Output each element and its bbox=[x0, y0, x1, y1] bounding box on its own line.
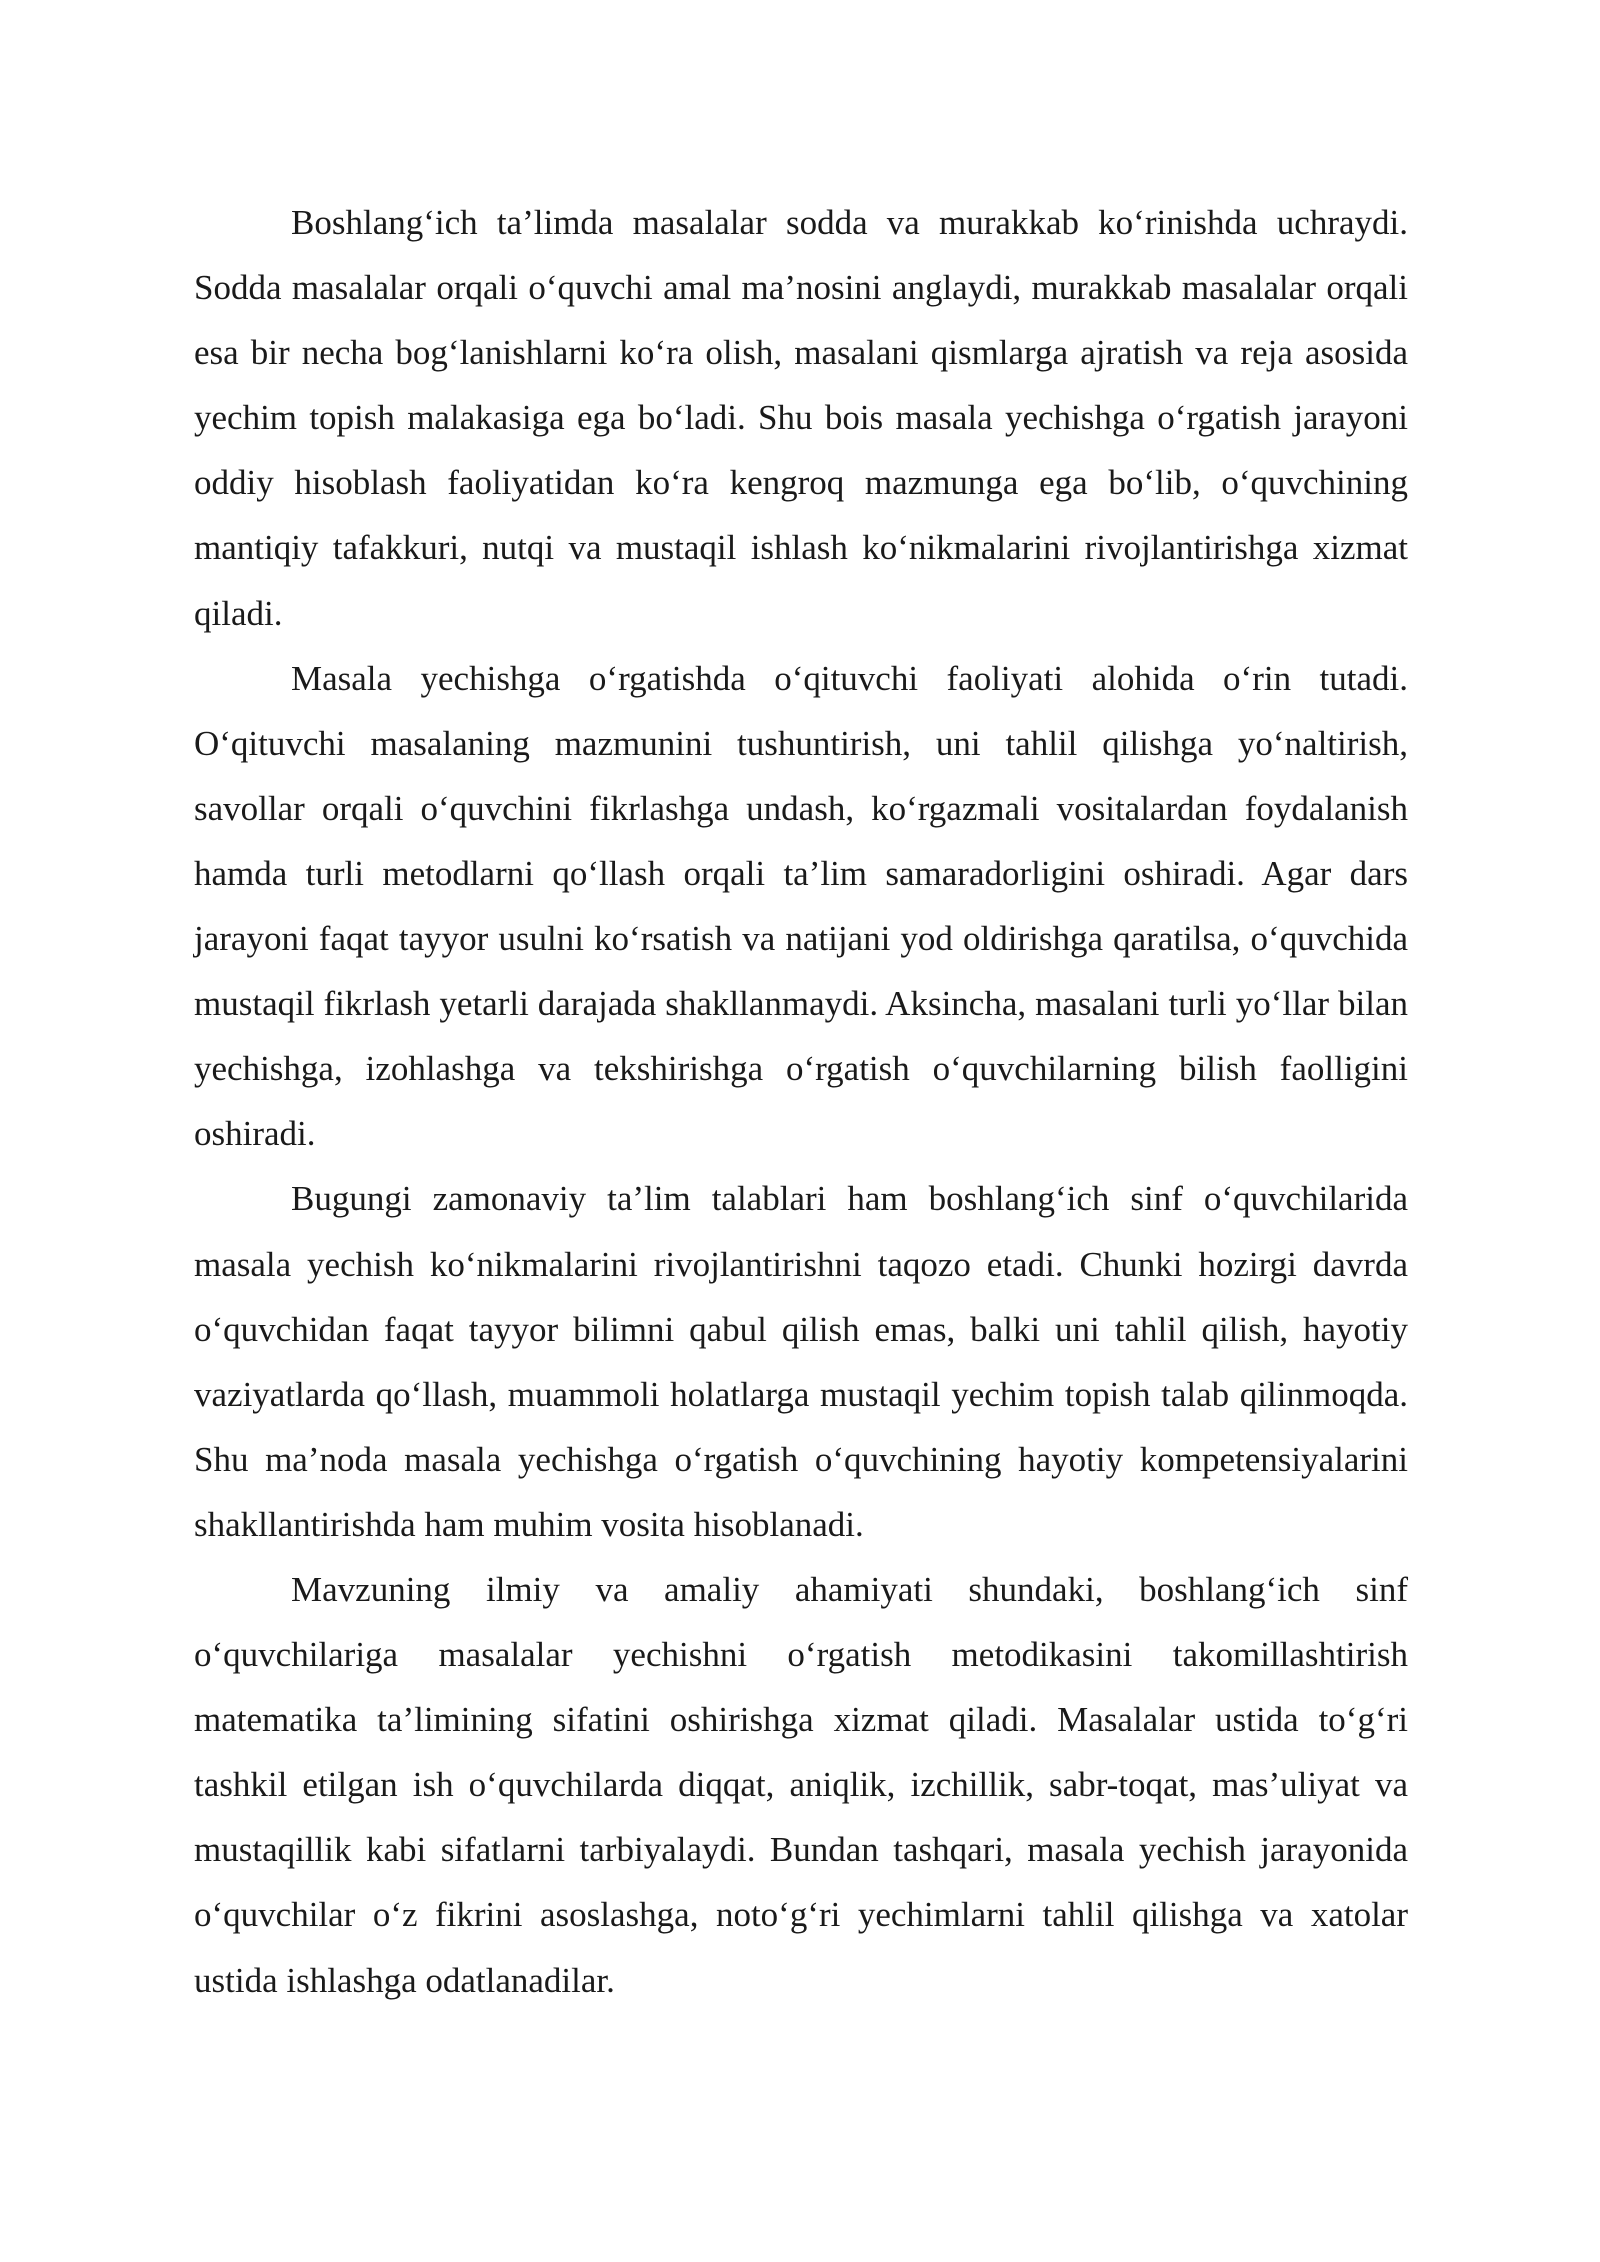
paragraph-3: Bugungi zamonaviy ta’lim talablari ham boshlang‘ich sinf o‘quvchilarida masala yechish ko‘nikmalarini rivojlantirishni taqozo etadi. Chunki hozirgi davrda o‘quvchidan faqat tayyor bilimni qabul qilish emas, balki uni tahlil qilish, hayotiy vaziyatlarda qo‘llash, muammoli holatlarga mustaqil yechim topish talab qilinmoqda. Shu ma’noda masala yechishga o‘rgatish o‘quvchining hayotiy kompetensiyalarini shakllantirishda ham muhim vosita hisoblanadi. bbox=[194, 1179, 1408, 1544]
paragraph-1: Boshlang‘ich ta’limda masalalar sodda va murakkab ko‘rinishda uchraydi. Sodda masalalar orqali o‘quvchi amal ma’nosini anglaydi, murakkab masalalar orqali esa bir necha bog‘lanishlarni ko‘ra olish, masalani qismlarga ajratish va reja asosida yechim topish malakasiga ega bo‘ladi. Shu bois masala yechishga o‘rgatish jarayoni oddiy hisoblash faoliyatidan ko‘ra kengroq mazmunga ega bo‘lib, o‘quvchining mantiqiy tafakkuri, nutqi va mustaqil ishlash ko‘nikmalarini rivojlantirishga xizmat qiladi. bbox=[194, 203, 1408, 633]
paragraph-4: Mavzuning ilmiy va amaliy ahamiyati shundaki, boshlang‘ich sinf o‘quvchilariga masalalar yechishni o‘rgatish metodikasini takomillashtirish matematika ta’limining sifatini oshirishga xizmat qiladi. Masalalar ustida to‘g‘ri tashkil etilgan ish o‘quvchilarda diqqat, aniqlik, izchillik, sabr-toqat, mas’uliyat va mustaqillik kabi sifatlarni tarbiyalaydi. Bundan tashqari, masala yechish jarayonida o‘quvchilar o‘z fikrini asoslashga, noto‘g‘ri yechimlarni tahlil qilishga va xatolar ustida ishlashga odatlanadilar. bbox=[194, 1569, 1408, 2000]
paragraph-2: Masala yechishga o‘rgatishda o‘qituvchi faoliyati alohida o‘rin tutadi. O‘qituvchi masalaning mazmunini tushuntirish, uni tahlil qilishga yo‘naltirish, savollar orqali o‘quvchini fikrlashga undash, ko‘rgazmali vositalardan foydalanish hamda turli metodlarni qo‘llash orqali ta’lim samaradorligini oshiradi. Agar dars jarayoni faqat tayyor usulni ko‘rsatish va natijani yod oldirishga qaratilsa, o‘quvchida mustaqil fikrlash yetarli darajada shakllanmaydi. Aksincha, masalani turli yo‘llar bilan yechishga, izohlashga va tekshirishga o‘rgatish o‘quvchilarning bilish faolligini oshiradi. bbox=[194, 658, 1408, 1154]
body-text bbox=[194, 190, 1408, 2013]
